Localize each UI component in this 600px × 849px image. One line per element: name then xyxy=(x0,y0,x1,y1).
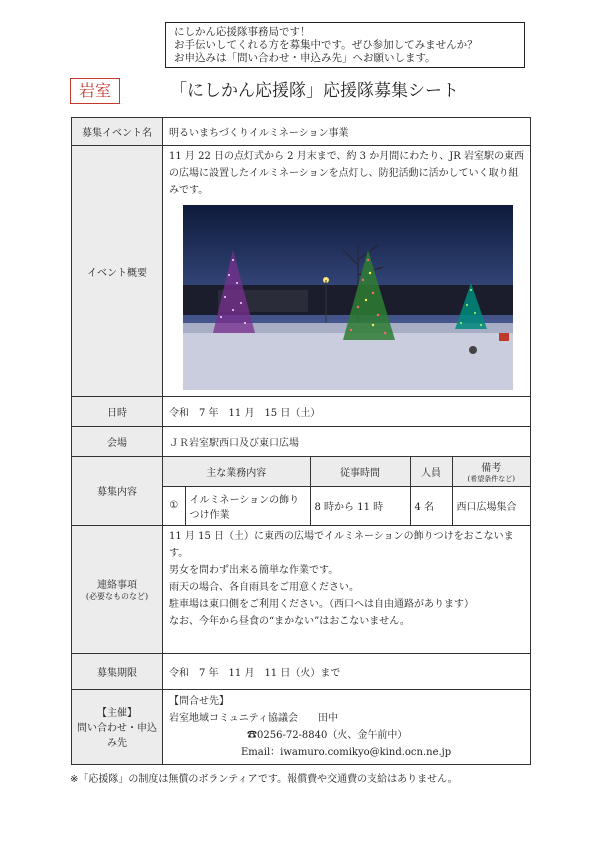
row-time: 8 時から 11 時 xyxy=(310,487,410,525)
venue-value: ＪＲ岩室駅西口及び東口広場 xyxy=(163,427,531,457)
recruit-table xyxy=(163,457,530,525)
footnote: ※「応援隊」の制度は無償のボランティアです。報償費や交通費の支給はありません。 xyxy=(70,774,458,785)
deadline-label: 募集期限 xyxy=(72,653,163,689)
recruit-header-time: 従事時間 xyxy=(310,457,410,487)
notes-line: 雨天の場合、各自雨具をご用意ください。 xyxy=(169,581,359,593)
notice-line: にしかん応援隊事務局です！ xyxy=(174,26,311,38)
contact-org: 岩室地域コミュニティ協議会 田中 xyxy=(169,712,338,724)
contact-label-sub: 問い合わせ・申込み先 xyxy=(77,723,157,749)
recruit-header-people: 人員 xyxy=(410,457,452,487)
overview-label: イベント概要 xyxy=(72,146,163,397)
recruit-header-note xyxy=(452,457,530,487)
notes-label: 連絡事項 xyxy=(97,580,137,591)
table-row xyxy=(163,487,530,525)
event-label: 募集イベント名 xyxy=(72,118,163,146)
notes-line: 駐車場は東口側をご利用ください。（西口へは自由通路があります） xyxy=(169,598,474,610)
notes-sublabel: (必要なものなど) xyxy=(85,592,149,601)
recruit-header-note-sub: (希望条件など) xyxy=(467,475,515,483)
event-value: 明るいまちづくりイルミネーション事業 xyxy=(163,118,531,146)
row-people: 4 名 xyxy=(410,487,452,525)
row-number: ① xyxy=(163,487,185,525)
overview-text: 11 月 22 日の点灯式から 2 月末まで、約 3 か月間にわたり、JR 岩室駅の東西の広場に設置したイルミネーションを点灯し、防犯活動に活かしていく取り組みです。 xyxy=(169,151,524,196)
date-label: 日時 xyxy=(72,397,163,427)
notes-label-cell xyxy=(72,525,163,653)
contact-email: Email：iwamuro.comikyo@kind.ocn.ne.jp xyxy=(241,746,452,758)
notes-line: なお、今年から昼食の“まかない”はおこないません。 xyxy=(169,615,410,627)
recruit-header-note-label: 備考 xyxy=(481,463,502,474)
row-task: イルミネーションの飾りつけ作業 xyxy=(185,487,310,525)
illumination-photo xyxy=(183,205,513,390)
page-title: 「にしかん応援隊」応援隊募集シート xyxy=(170,81,459,101)
recruit-label: 募集内容 xyxy=(72,457,163,526)
notes-line: 男女を問わず出来る簡単な作業です。 xyxy=(169,564,339,576)
contact-label-main: 【主催】 xyxy=(97,708,137,719)
area-tag: 岩室 xyxy=(70,78,120,104)
notice-line: お手伝いしてくれる方を募集中です。ぜひ参加してみませんか？ xyxy=(174,39,478,51)
recruit-header-task: 主な業務内容 xyxy=(163,457,310,487)
venue-label: 会場 xyxy=(72,427,163,457)
row-note: 西口広場集合 xyxy=(456,502,517,514)
date-value: 令和 7 年 11 月 15 日（土） xyxy=(163,397,531,427)
notice-line: お申込みは「問い合わせ・申込み先」へお願いします。 xyxy=(174,52,436,64)
deadline-value: 令和 7 年 11 月 11 日（火）まで xyxy=(163,653,531,689)
contact-phone: ☎0256-72-8840（火、金午前中） xyxy=(247,729,408,741)
recruit-sheet-table xyxy=(71,117,531,765)
notice-box xyxy=(165,22,525,68)
notes-line: 11 月 15 日（土）に東西の広場でイルミネーションの飾りつけをおこないます。 xyxy=(169,530,514,559)
contact-heading: 【問合せ先】 xyxy=(169,695,229,707)
contact-label-cell xyxy=(72,689,163,764)
